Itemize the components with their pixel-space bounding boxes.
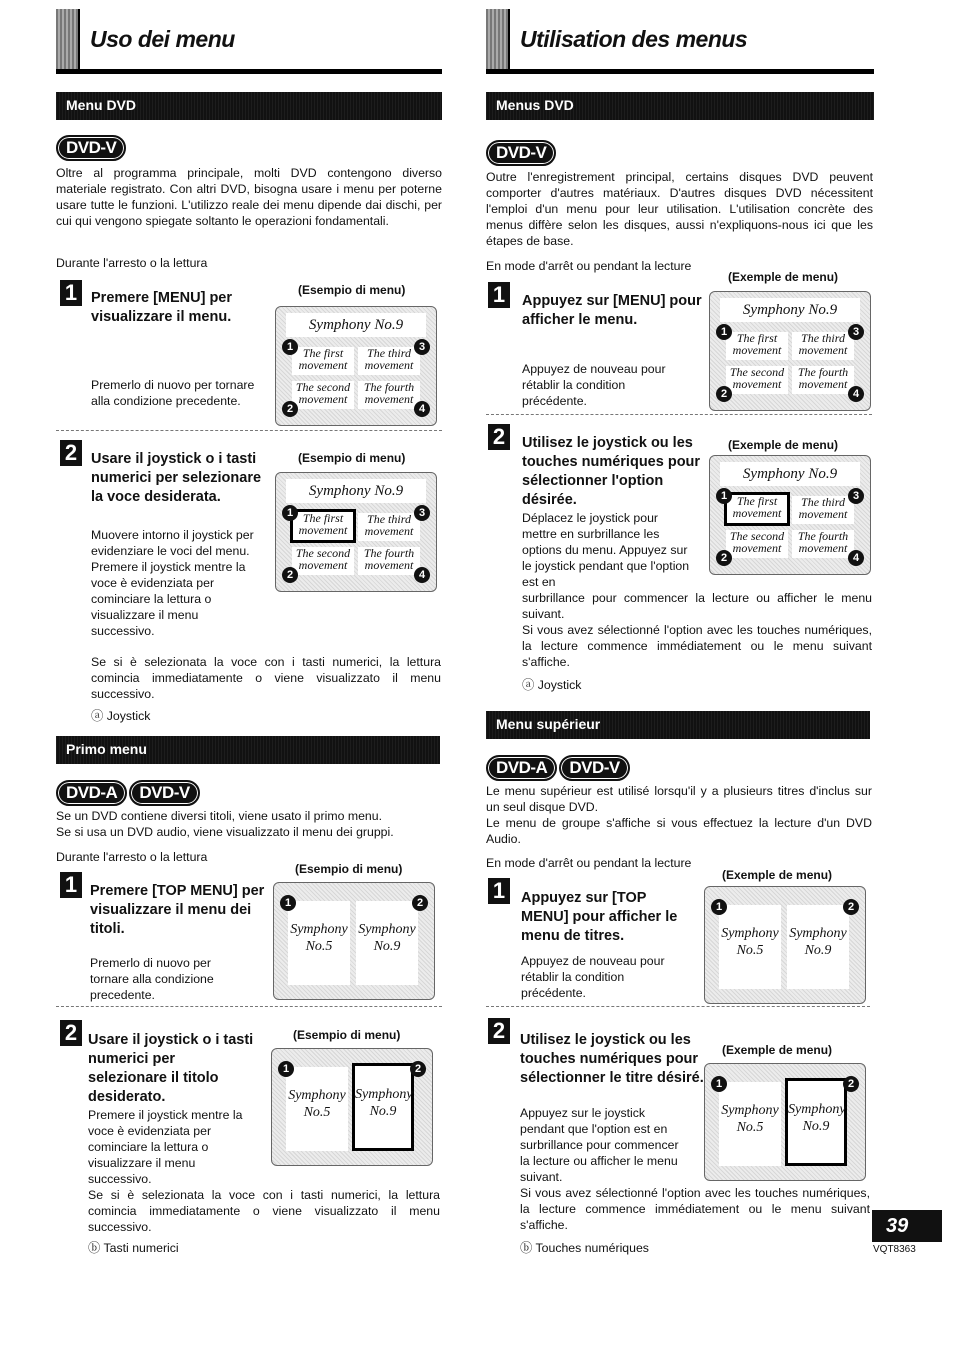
example-label: (Exemple de menu) xyxy=(728,270,839,284)
menu-item-2: The second movement xyxy=(292,547,354,575)
menu-example-box-selected xyxy=(709,455,871,575)
step-2-number: 2 xyxy=(488,424,510,450)
condition-text: Durante l'arresto o la lettura xyxy=(56,256,208,270)
title-menu-example-box-selected xyxy=(704,1063,866,1181)
title-tab xyxy=(486,9,510,73)
menu-example-title: Symphony No.9 xyxy=(720,462,860,486)
title-item-2-highlighted: Symphony No.9 xyxy=(785,1078,847,1166)
step-1-number: 1 xyxy=(488,878,510,904)
badge-group xyxy=(56,135,128,161)
menu-item-1-highlighted: The first movement xyxy=(290,509,356,543)
number-1-icon: 1 xyxy=(711,899,727,915)
number-1-icon: 1 xyxy=(282,339,298,355)
title-item-1: Symphony No.5 xyxy=(286,1067,348,1151)
condition-text: En mode d'arrêt ou pendant la lecture xyxy=(486,259,692,273)
step-1-number: 1 xyxy=(60,872,82,898)
page-number: 39 xyxy=(872,1210,942,1242)
intro-text-2: Se si usa un DVD audio, viene visualizzato il menu dei gruppi. xyxy=(56,825,394,839)
step-2-body-3: Si vous avez sélectionné l'option avec les touches numériques, la lecture commence immédiatement ou le menu suivant s'affiche. xyxy=(522,623,872,669)
step-2-body-2: Se si è selezionata la voce con i tasti numerici, la lettura comincia immediatamente o viene visualizzato il menu successivo. xyxy=(91,655,441,701)
numeric-keys-note: ⓑ Touches numériques xyxy=(520,1241,649,1255)
step-1-heading: Premere [TOP MENU] per visualizzare il menu dei titoli. xyxy=(90,883,265,937)
number-4-icon: 4 xyxy=(848,550,864,566)
menu-item-3: The third movement xyxy=(792,496,854,524)
number-1-icon: 1 xyxy=(711,1076,727,1092)
model-code: VQT8363 xyxy=(873,1244,916,1255)
number-1-icon: 1 xyxy=(278,1061,294,1077)
section-bar-top-menu-it xyxy=(56,736,440,764)
dvd-v-badge: DVD-V xyxy=(559,755,629,781)
menu-item-1: The first movement xyxy=(726,332,788,360)
number-1-icon: 1 xyxy=(280,895,296,911)
step-1-number: 1 xyxy=(488,282,510,308)
step-2-heading: Utilisez le joystick ou les touches numériques pour sélectionner l'option désirée. xyxy=(522,435,701,508)
separator xyxy=(56,430,442,431)
number-3-icon: 3 xyxy=(848,324,864,340)
menu-example-box xyxy=(275,306,437,426)
section-title: Menu DVD xyxy=(66,97,136,113)
number-3-icon: 3 xyxy=(848,488,864,504)
page-title-fr: Utilisation des menus xyxy=(520,26,748,52)
menu-item-4: The fourth movement xyxy=(358,381,420,409)
condition-text: Durante l'arresto o la lettura xyxy=(56,850,208,864)
number-3-icon: 3 xyxy=(414,339,430,355)
dvd-v-badge: DVD-V xyxy=(486,140,556,166)
example-label: (Exemple de menu) xyxy=(728,438,839,452)
intro-text: Le menu supérieur est utilisé lorsqu'il y a plusieurs titres d'inclus sur un seul disque DVD. xyxy=(486,784,872,814)
condition-text: En mode d'arrêt ou pendant la lecture xyxy=(486,856,692,870)
title-menu-example-box xyxy=(273,882,435,1000)
separator xyxy=(486,414,872,415)
separator xyxy=(56,1006,442,1007)
step-2-body-2: Si vous avez sélectionné l'option avec les touches numériques, la lecture commence immédiatement ou le menu suivant s'affiche. xyxy=(520,1186,870,1232)
intro-text: Outre l'enregistrement principal, certains disques DVD peuvent comporter d'autres matériaux. D'autres disques DVD nécessitent l'emploi d'un menu pour leur utilisation. L'utilisation concrète des menus diffère selon les disques, aussi n'expliquons-nous ici que les étapes de base. xyxy=(486,170,873,248)
number-2-icon: 2 xyxy=(843,1076,859,1092)
it-title-bar xyxy=(56,4,442,74)
number-1-icon: 1 xyxy=(716,488,732,504)
number-4-icon: 4 xyxy=(848,386,864,402)
step-1-number: 1 xyxy=(60,280,82,306)
page-title-it: Uso dei menu xyxy=(90,26,235,52)
number-2-icon: 2 xyxy=(282,567,298,583)
dvd-a-badge: DVD-A xyxy=(56,780,127,806)
title-item-2-highlighted: Symphony No.9 xyxy=(352,1063,414,1151)
menu-example-title: Symphony No.9 xyxy=(286,479,426,503)
menu-example-title: Symphony No.9 xyxy=(286,313,426,337)
number-2-icon: 2 xyxy=(716,386,732,402)
fr-title-bar xyxy=(486,4,874,74)
step-2-body-2: Se si è selezionata la voce con i tasti numerici, la lettura comincia immediatamente o viene visualizzato il menu successivo. xyxy=(88,1188,440,1234)
step-1-body: Premerlo di nuovo per tornare alla condizione precedente. xyxy=(91,378,255,408)
example-label: (Exemple de menu) xyxy=(722,868,833,882)
intro-text-2: Le menu de groupe s'affiche si vous effectuez la lecture d'un DVD Audio. xyxy=(486,816,872,846)
menu-item-1: The first movement xyxy=(292,347,354,375)
joystick-note: ⓐ Joystick xyxy=(91,709,151,723)
section-bar-top-menu-fr xyxy=(486,711,870,739)
number-4-icon: 4 xyxy=(414,567,430,583)
intro-text: Oltre al programma principale, molti DVD contengono diverso materiale registrato. Con altri DVD, bisogna usare i menu per poterne usare tutte le funzioni. L'utilizzo reale dei menu dipende dai dischi, per cui qui vengono spiegate soltanto le operazioni fondamentali. xyxy=(56,166,442,228)
number-2-icon: 2 xyxy=(282,401,298,417)
example-label: (Esempio di menu) xyxy=(298,283,406,297)
number-4-icon: 4 xyxy=(414,401,430,417)
menu-item-3: The third movement xyxy=(358,513,420,541)
step-2-heading: Usare il joystick o i tasti numerici per selezionare la voce desiderata. xyxy=(91,451,262,505)
separator xyxy=(486,1006,870,1007)
example-label: (Exemple de menu) xyxy=(722,1043,833,1057)
title-menu-example-box xyxy=(704,886,866,1004)
step-1-heading: Appuyez sur [MENU] pour afficher le menu. xyxy=(522,293,702,328)
step-2-heading: Usare il joystick o i tasti numerici per selezionare il titolo desiderato. xyxy=(88,1032,254,1105)
example-label: (Esempio di menu) xyxy=(293,1028,401,1042)
example-label: (Esempio di menu) xyxy=(298,451,406,465)
step-1-body: Premerlo di nuovo per tornare alla condizione precedente. xyxy=(90,956,214,1002)
example-label: (Esempio di menu) xyxy=(295,862,403,876)
badge-group xyxy=(56,780,202,806)
step-2-number: 2 xyxy=(488,1018,510,1044)
dvd-v-badge: DVD-V xyxy=(56,135,126,161)
step-1-body: Appuyez de nouveau pour rétablir la condition précédente. xyxy=(522,362,666,408)
step-2-body: Muovere intorno il joystick per evidenziare le voci del menu. Premere il joystick mentre la voce è evidenziata per cominciare la lettura o visualizzare il menu successivo. xyxy=(91,528,254,638)
section-bar-menu-dvd-fr xyxy=(486,92,874,120)
title-item-2: Symphony No.9 xyxy=(356,901,418,985)
dvd-a-badge: DVD-A xyxy=(486,755,557,781)
title-tab xyxy=(56,9,80,73)
step-2-number: 2 xyxy=(60,440,82,466)
step-1-body: Appuyez de nouveau pour rétablir la condition précédente. xyxy=(521,954,665,1000)
title-item-2: Symphony No.9 xyxy=(787,905,849,989)
menu-item-4: The fourth movement xyxy=(792,366,854,394)
menu-item-4: The fourth movement xyxy=(358,547,420,575)
number-1-icon: 1 xyxy=(282,505,298,521)
number-2-icon: 2 xyxy=(412,895,428,911)
title-item-1: Symphony No.5 xyxy=(288,901,350,985)
step-2-heading: Utilisez le joystick ou les touches numériques pour sélectionner le titre désiré. xyxy=(520,1032,704,1086)
menu-item-2: The second movement xyxy=(726,530,788,558)
title-menu-example-box-selected xyxy=(271,1048,433,1166)
numeric-keys-note: ⓑ Tasti numerici xyxy=(88,1241,179,1255)
title-item-1: Symphony No.5 xyxy=(719,905,781,989)
step-2-number: 2 xyxy=(60,1020,82,1046)
section-bar-menu-dvd-it xyxy=(56,92,442,120)
section-title: Menus DVD xyxy=(496,97,574,113)
menu-example-title: Symphony No.9 xyxy=(720,298,860,322)
menu-item-2: The second movement xyxy=(292,381,354,409)
menu-example-box xyxy=(709,291,871,411)
menu-item-3: The third movement xyxy=(792,332,854,360)
menu-item-2: The second movement xyxy=(726,366,788,394)
number-2-icon: 2 xyxy=(410,1061,426,1077)
title-item-1: Symphony No.5 xyxy=(719,1082,781,1166)
step-2-body-2: surbrillance pour commencer la lecture ou afficher le menu suivant. xyxy=(522,591,872,621)
step-2-body: Premere il joystick mentre la voce è evidenziata per cominciare la lettura o visualizzare il menu successivo. xyxy=(88,1108,243,1186)
badge-group xyxy=(486,755,632,781)
title-rule xyxy=(486,69,874,74)
step-2-body: Déplacez le joystick pour mettre en surbrillance les options du menu. Appuyez sur le joystick pendant que l'option est en xyxy=(522,511,690,589)
menu-example-box-selected xyxy=(275,472,437,592)
menu-item-4: The fourth movement xyxy=(792,530,854,558)
menu-item-3: The third movement xyxy=(358,347,420,375)
number-3-icon: 3 xyxy=(414,505,430,521)
number-1-icon: 1 xyxy=(716,324,732,340)
badge-group xyxy=(486,140,558,166)
step-1-heading: Appuyez sur [TOP MENU] pour afficher le menu de titres. xyxy=(521,890,678,944)
step-2-body: Appuyez sur le joystick pendant que l'option est en surbrillance pour commencer la lecture ou afficher le menu suivant. xyxy=(520,1106,679,1184)
step-1-heading: Premere [MENU] per visualizzare il menu. xyxy=(91,290,233,325)
section-title: Menu supérieur xyxy=(496,716,601,732)
dvd-v-badge: DVD-V xyxy=(129,780,199,806)
section-title: Primo menu xyxy=(66,741,147,757)
joystick-note: ⓐ Joystick xyxy=(522,678,582,692)
menu-item-1-highlighted: The first movement xyxy=(724,492,790,526)
number-2-icon: 2 xyxy=(843,899,859,915)
title-rule xyxy=(56,69,442,74)
intro-text: Se un DVD contiene diversi titoli, viene usato il primo menu. xyxy=(56,809,383,823)
number-2-icon: 2 xyxy=(716,550,732,566)
